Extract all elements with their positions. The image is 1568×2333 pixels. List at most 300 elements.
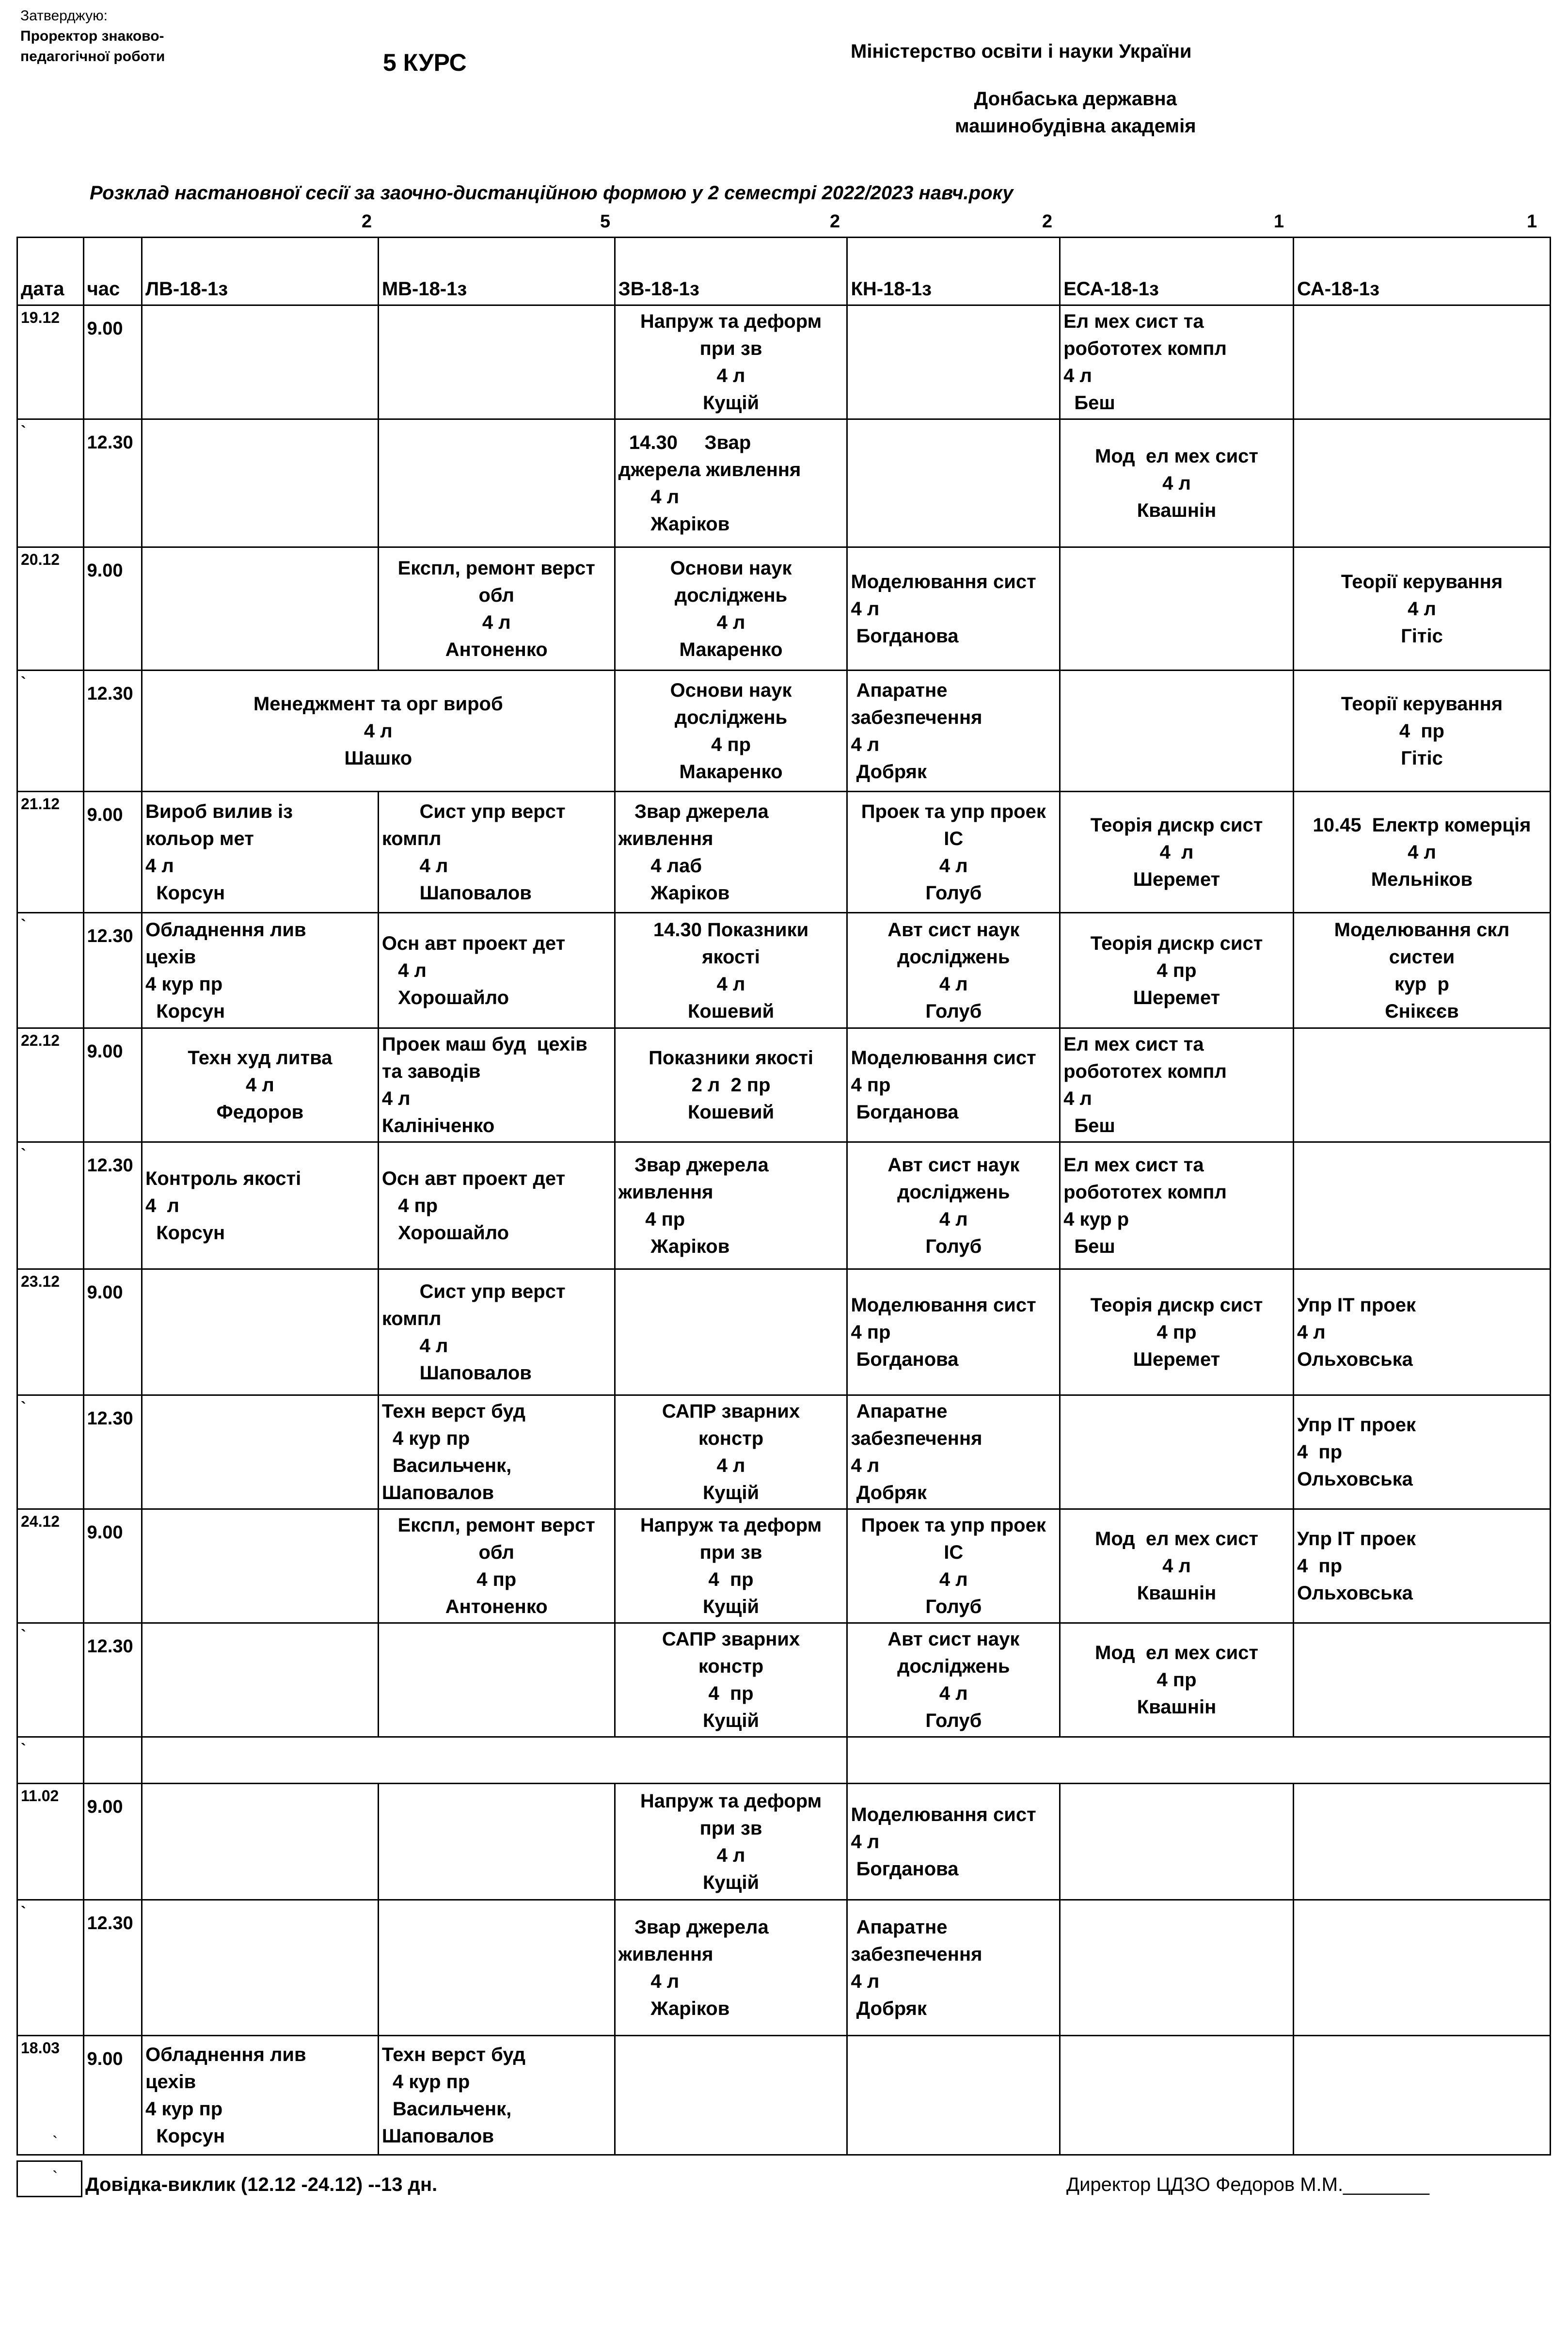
class-line: Звар джерела (618, 800, 769, 822)
class-line: Техн верст буд (381, 1401, 526, 1422)
class-line: Макаренко (679, 639, 783, 660)
class-line: констр (698, 1656, 764, 1677)
empty-cell (847, 419, 1060, 547)
class-line: Беш (1063, 1115, 1115, 1136)
class-line: 4 пр (381, 1195, 438, 1216)
class-line: Гітіс (1401, 747, 1443, 769)
class-line: Напруж та деформ (640, 1790, 822, 1812)
class-line: Мельніков (1371, 868, 1473, 890)
class-line: 4 л (716, 1455, 745, 1476)
class-line: 4 пр (1297, 1441, 1343, 1463)
date-cell: 24.12 (17, 1509, 84, 1623)
class-line: 4 пр (1297, 1555, 1343, 1577)
class-line: Проек та упр проек (861, 1515, 1046, 1536)
class-line: Сист упр верст (381, 1280, 566, 1302)
class-line: 4 л (851, 1970, 880, 1992)
class-line: 4 л (246, 1074, 274, 1096)
date-cell: ` (17, 419, 84, 547)
class-line: 4 пр (476, 1569, 517, 1590)
class-line: 4 л (716, 973, 745, 995)
schedule-table (16, 237, 1551, 2156)
empty-cell (142, 1395, 378, 1509)
group-header: ЛВ-18-1з (142, 238, 378, 305)
class-cell (378, 1509, 615, 1623)
class-line: Упр ІТ проек (1297, 1414, 1416, 1436)
empty-cell (847, 1737, 1551, 1784)
class-line: ІС (944, 828, 964, 849)
class-cell (378, 547, 615, 671)
date-cell: 20.12 (17, 547, 84, 671)
class-line: компл (381, 828, 442, 849)
schedule-row (17, 547, 1551, 671)
class-line: 4 л (939, 1683, 968, 1704)
class-line: 4 л (851, 1831, 880, 1853)
class-cell (615, 1028, 847, 1142)
class-line: Ольховська (1297, 1348, 1413, 1370)
class-line: Богданова (851, 625, 959, 647)
class-line: Кущій (703, 1871, 760, 1893)
class-cell (847, 547, 1060, 671)
class-cell (847, 1784, 1060, 1900)
class-line: Кошевий (687, 1000, 775, 1022)
class-line: Кошевий (687, 1102, 775, 1123)
academy-line2: машинобудівна академія (955, 115, 1196, 137)
time-header: час (83, 238, 142, 305)
class-line: Шаповалов (381, 2125, 494, 2147)
empty-cell (142, 547, 378, 671)
class-line: при зв (699, 1542, 762, 1563)
class-line: Шаповалов (381, 1362, 532, 1384)
date-cell: ` (17, 1623, 84, 1737)
group-header: ЗВ-18-1з (615, 238, 847, 305)
class-line: Менеджмент та орг вироб (253, 693, 503, 715)
class-line: 4 пр (708, 1569, 754, 1590)
class-line: 14.30 Звар (618, 431, 751, 453)
class-line: Теорії керування (1341, 571, 1503, 592)
class-line: 4 л (1408, 598, 1436, 620)
class-line: Жаріков (618, 1235, 730, 1257)
header-row (17, 238, 1551, 305)
footer-box (16, 2160, 82, 2197)
class-line: Добряк (851, 761, 927, 783)
empty-cell (1060, 1900, 1294, 2036)
class-line: Кущій (703, 1710, 760, 1731)
class-cell (1060, 1142, 1294, 1269)
class-line: Макаренко (679, 761, 783, 783)
class-line: кур р (1394, 973, 1449, 995)
class-line: Техн худ литва (188, 1047, 333, 1069)
class-line: Ел мех сист та (1063, 1154, 1204, 1176)
class-line: Васильченк, (381, 1455, 512, 1476)
class-line: цехів (145, 946, 196, 968)
class-line: Шаповалов (381, 1482, 494, 1503)
schedule-row (17, 1028, 1551, 1142)
class-line: Апаратне (851, 1401, 948, 1422)
class-line: САПР зварних (662, 1629, 800, 1650)
empty-cell (1293, 305, 1550, 419)
class-line: живлення (618, 828, 713, 849)
footer-mark: ` (52, 2133, 58, 2152)
column-number: 2 (362, 211, 372, 232)
class-line: Авт сист наук (887, 919, 1020, 941)
column-number: 2 (1042, 211, 1053, 232)
class-line: Ольховська (1297, 1469, 1413, 1490)
class-line: живлення (618, 1943, 713, 1965)
class-line: Авт сист наук (887, 1629, 1020, 1650)
class-cell (1293, 1509, 1550, 1623)
class-line: Вироб вилив із (145, 800, 293, 822)
class-line: Шеремет (1133, 1348, 1220, 1370)
time-cell: 12.30 (83, 419, 142, 547)
class-cell (378, 1395, 615, 1509)
class-cell (615, 1784, 847, 1900)
class-line: Жаріков (618, 1997, 730, 2019)
empty-cell (378, 419, 615, 547)
class-line: ІС (944, 1542, 964, 1563)
time-cell (83, 1737, 142, 1784)
class-cell (615, 1509, 847, 1623)
class-line: Звар джерела (618, 1154, 769, 1176)
class-cell (1293, 547, 1550, 671)
class-line: Основи наук (670, 557, 792, 579)
class-cell (615, 1900, 847, 2036)
class-line: досліджень (897, 1656, 1010, 1677)
class-line: 4 л (1297, 1321, 1326, 1343)
empty-cell (1293, 1142, 1550, 1269)
class-line: досліджень (674, 706, 788, 728)
class-line: Техн верст буд (381, 2044, 526, 2065)
class-line: кольор мет (145, 828, 254, 849)
academy-title (955, 85, 1196, 140)
class-cell (378, 792, 615, 913)
class-line: Контроль якості (145, 1167, 301, 1189)
class-cell (1060, 1509, 1294, 1623)
class-line: Ольховська (1297, 1582, 1413, 1604)
class-cell (142, 913, 378, 1028)
class-line: 4 л (618, 486, 680, 508)
class-cell (847, 1623, 1060, 1737)
class-line: живлення (618, 1181, 713, 1203)
class-line: Авт сист наук (887, 1154, 1020, 1176)
class-line: Експл, ремонт верст (397, 1515, 595, 1536)
date-cell: ` (17, 1737, 84, 1784)
date-cell: 21.12 (17, 792, 84, 913)
time-cell: 9.00 (83, 305, 142, 419)
class-line: Калініченко (381, 1115, 495, 1136)
class-line: Апаратне (851, 679, 948, 701)
class-line: 4 л (1063, 365, 1092, 386)
schedule-row (17, 1623, 1551, 1737)
class-cell (615, 305, 847, 419)
class-line: 4 кур пр (381, 1428, 470, 1449)
date-cell: 23.12 (17, 1269, 84, 1395)
time-cell: 9.00 (83, 1269, 142, 1395)
class-cell (847, 1142, 1060, 1269)
time-cell: 12.30 (83, 671, 142, 792)
class-line: 4 л (381, 1088, 411, 1109)
class-line: Голуб (925, 882, 982, 904)
class-line: робототех компл (1063, 1061, 1227, 1082)
class-line: 4 л (939, 855, 968, 877)
class-cell (142, 1142, 378, 1269)
class-line: Корсун (145, 2125, 225, 2147)
class-line: 4 кур р (1063, 1208, 1129, 1230)
time-cell: 12.30 (83, 1395, 142, 1509)
class-cell (615, 1623, 847, 1737)
class-line: Хорошайло (381, 987, 509, 1008)
class-line: якості (702, 946, 760, 968)
schedule-row (17, 2036, 1551, 2155)
class-line: 4 л (1063, 1088, 1092, 1109)
class-line: констр (698, 1428, 764, 1449)
schedule-row (17, 1784, 1551, 1900)
class-cell (1293, 1395, 1550, 1509)
approve-label: Затверджую: (20, 8, 108, 24)
class-line: 4 пр (1156, 959, 1197, 981)
class-line: 4 пр (1156, 1669, 1197, 1691)
class-line: Обладнення лив (145, 2044, 306, 2065)
class-line: 4 л (1162, 1555, 1191, 1577)
class-line: джерела живлення (618, 459, 801, 480)
column-number: 1 (1274, 211, 1284, 232)
class-cell (1060, 792, 1294, 913)
approve-line2: педагогічної роботи (20, 48, 165, 64)
class-line: 4 кур пр (381, 2071, 470, 2093)
class-cell (1293, 792, 1550, 913)
class-line: 4 л (1159, 841, 1194, 863)
class-line: 4 пр (851, 1074, 891, 1096)
schedule-row (17, 913, 1551, 1028)
class-line: Осн авт проект дет (381, 932, 566, 954)
time-cell: 9.00 (83, 1784, 142, 1900)
date-cell: ` (17, 671, 84, 792)
class-line: 4 кур пр (145, 2098, 223, 2120)
schedule-row (17, 1509, 1551, 1623)
class-line: Голуб (925, 1596, 982, 1617)
class-line: Голуб (925, 1235, 982, 1257)
class-cell (615, 419, 847, 547)
class-line: Кущій (703, 392, 760, 414)
empty-cell (142, 419, 378, 547)
class-line: досліджень (897, 1181, 1010, 1203)
class-line: 4 л (716, 365, 745, 386)
class-line: Антоненко (445, 639, 548, 660)
class-line: Упр ІТ проек (1297, 1294, 1416, 1316)
class-line: Обладнення лив (145, 919, 306, 941)
class-line: 4 пр (851, 1321, 891, 1343)
empty-cell (1293, 1028, 1550, 1142)
class-line: 4 л (939, 1208, 968, 1230)
class-cell (847, 1395, 1060, 1509)
class-cell (847, 913, 1060, 1028)
class-line: Теорія дискр сист (1090, 932, 1263, 954)
class-line: робототех компл (1063, 338, 1227, 359)
class-line: Гітіс (1401, 625, 1443, 647)
empty-cell (142, 1269, 378, 1395)
class-cell (378, 2036, 615, 2155)
class-line: 4 пр (618, 1208, 685, 1230)
empty-cell (1060, 547, 1294, 671)
class-line: 4 л (716, 611, 745, 633)
class-cell (1060, 305, 1294, 419)
class-line: 4 пр (1399, 720, 1444, 742)
class-line: забезпечення (851, 1428, 982, 1449)
class-cell (847, 1028, 1060, 1142)
class-cell (378, 1142, 615, 1269)
course-title: 5 КУРС (383, 49, 467, 76)
class-line: Теорії керування (1341, 693, 1503, 715)
schedule-row (17, 305, 1551, 419)
class-line: 4 л (851, 1455, 880, 1476)
class-cell (847, 1900, 1060, 2036)
empty-cell (378, 305, 615, 419)
class-line: Моделювання сист (851, 1047, 1036, 1069)
empty-cell (615, 2036, 847, 2155)
empty-cell (142, 1784, 378, 1900)
class-line: при зв (699, 338, 762, 359)
time-cell: 9.00 (83, 1028, 142, 1142)
class-line: Квашнін (1137, 1696, 1217, 1718)
class-line: Кущій (703, 1596, 760, 1617)
time-cell: 9.00 (83, 792, 142, 913)
class-line: Корсун (145, 1000, 225, 1022)
class-line: 4 л (716, 1844, 745, 1866)
time-cell: 12.30 (83, 913, 142, 1028)
empty-cell (1293, 2036, 1550, 2155)
academy-line1: Донбаська державна (974, 88, 1177, 110)
class-line: Шашко (344, 747, 412, 769)
group-header: ЕСА-18-1з (1060, 238, 1294, 305)
class-line: робототех компл (1063, 1181, 1227, 1203)
class-line: Шаповалов (381, 882, 532, 904)
class-line: Жаріков (618, 513, 730, 535)
time-cell: 12.30 (83, 1623, 142, 1737)
class-line: компл (381, 1308, 442, 1329)
class-line: Сист упр верст (381, 800, 566, 822)
class-line: 2 л 2 пр (691, 1074, 771, 1096)
class-line: Показники якості (649, 1047, 814, 1069)
class-line: Шеремет (1133, 868, 1220, 890)
column-number: 2 (830, 211, 840, 232)
class-line: 4 л (939, 973, 968, 995)
ministry-title: Міністерство освіти і науки України (851, 41, 1192, 62)
class-line: Мод ел мех сист (1095, 1642, 1258, 1663)
class-line: 14.30 Показники (653, 919, 809, 941)
empty-cell (1293, 1623, 1550, 1737)
empty-cell (1293, 1784, 1550, 1900)
class-cell (847, 1509, 1060, 1623)
class-line: обл (478, 584, 515, 606)
class-line: обл (478, 1542, 515, 1563)
date-cell: ` (17, 913, 84, 1028)
class-cell (1060, 419, 1294, 547)
empty-cell (1060, 1395, 1294, 1509)
class-line: 4 л (381, 1335, 448, 1357)
class-line: Моделювання скл (1334, 919, 1510, 941)
approve-line1: Проректор знаково- (20, 28, 164, 44)
schedule-title: Розклад настановної сесії за заочно-дистанційною формою у 2 семестрі 2022/2023 навч.року (90, 182, 1014, 204)
class-line: систеи (1389, 946, 1455, 968)
class-line: Напруж та деформ (640, 1515, 822, 1536)
class-line: 4 кур пр (145, 973, 223, 995)
class-line: Корсун (145, 1222, 225, 1244)
class-line: 4 л (482, 611, 511, 633)
class-line: Апаратне (851, 1916, 948, 1938)
class-line: 4 пр (1156, 1321, 1197, 1343)
class-cell (1293, 913, 1550, 1028)
empty-cell (378, 1900, 615, 2036)
class-cell (615, 547, 847, 671)
class-line: Голуб (925, 1710, 982, 1731)
class-line: Теорія дискр сист (1090, 1294, 1263, 1316)
class-cell (615, 1395, 847, 1509)
class-cell (615, 671, 847, 792)
column-number: 1 (1527, 211, 1537, 232)
group-header: МВ-18-1з (378, 238, 615, 305)
class-line: Ел мех сист та (1063, 311, 1204, 332)
empty-cell (142, 1737, 847, 1784)
class-cell (615, 913, 847, 1028)
summons-note: Довідка-виклик (12.12 -24.12) --13 дн. (85, 2174, 438, 2195)
date-cell: 11.02 (17, 1784, 84, 1900)
empty-cell (1293, 419, 1550, 547)
class-line: 4 л (381, 855, 448, 877)
class-line: Васильченк, (381, 2098, 512, 2120)
class-line: 4 л (145, 1195, 179, 1216)
approval-block (20, 6, 165, 67)
column-number: 5 (600, 211, 611, 232)
empty-cell (1060, 2036, 1294, 2155)
class-cell (1293, 1269, 1550, 1395)
empty-cell (378, 1784, 615, 1900)
schedule-row (17, 1395, 1551, 1509)
class-cell (1060, 1623, 1294, 1737)
date-cell: ` (17, 1395, 84, 1509)
time-cell: 9.00 (83, 547, 142, 671)
class-line: 4 пр (708, 1683, 754, 1704)
class-line: 4 л (939, 1569, 968, 1590)
class-line: забезпечення (851, 1943, 982, 1965)
class-cell (847, 671, 1060, 792)
class-line: 4 лаб (618, 855, 702, 877)
schedule-row (17, 1269, 1551, 1395)
time-cell: 9.00 (83, 1509, 142, 1623)
class-line: цехів (145, 2071, 196, 2093)
class-line: 4 л (1162, 472, 1191, 494)
date-header: дата (17, 238, 84, 305)
class-line: Мод ел мех сист (1095, 445, 1258, 467)
date-cell: ` (17, 1900, 84, 2036)
class-cell (142, 1028, 378, 1142)
class-line: Хорошайло (381, 1222, 509, 1244)
class-line: Моделювання сист (851, 1804, 1036, 1825)
footer-mark: ` (52, 2168, 58, 2187)
class-cell (615, 1142, 847, 1269)
empty-cell (1293, 1900, 1550, 2036)
class-line: Беш (1063, 392, 1115, 414)
class-line: Жаріков (618, 882, 730, 904)
class-cell (1293, 671, 1550, 792)
empty-cell (847, 305, 1060, 419)
empty-cell (1060, 1784, 1294, 1900)
class-cell (847, 792, 1060, 913)
class-line: 10.45 Електр комерція (1313, 814, 1531, 836)
class-line: Богданова (851, 1858, 959, 1880)
class-line: Голуб (925, 1000, 982, 1022)
class-line: Антоненко (445, 1596, 548, 1617)
empty-cell (615, 1269, 847, 1395)
schedule-row (17, 671, 1551, 792)
